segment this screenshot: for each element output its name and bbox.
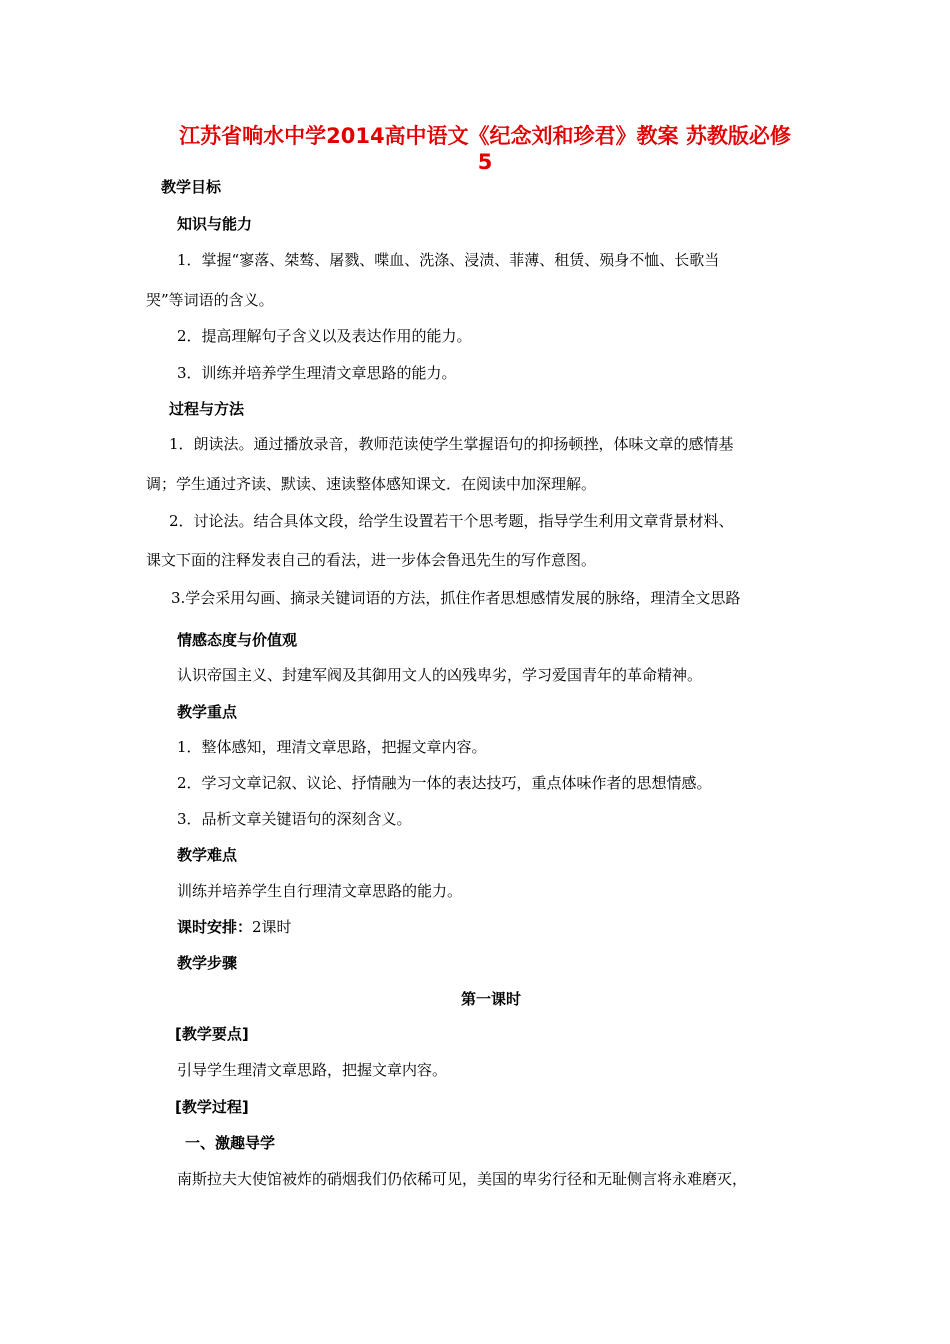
focus-item-2: 2．学习文章记叙、议论、抒情融为一体的表达技巧，重点体味作者的思想情感。 <box>177 774 712 792</box>
process-label: [教学过程] <box>175 1098 249 1116</box>
schedule-line <box>177 917 292 937</box>
knowledge-item-3: 3．训练并培养学生理清文章思路的能力。 <box>177 364 457 382</box>
process-item-1-cont: 调；学生通过齐读、默读、速读整体感知课文．在阅读中加深理解。 <box>146 475 597 493</box>
intro-text: 南斯拉夫大使馆被炸的硝烟我们仍依稀可见，美国的卑劣行径和无耻侧言将永难磨灭， <box>177 1170 748 1188</box>
key-points-text: 引导学生理清文章思路，把握文章内容。 <box>177 1061 448 1079</box>
process-item-3: 3.学会采用勾画、摘录关键词语的方法，抓住作者思想感情发展的脉络，理清全文思路 <box>171 589 741 607</box>
schedule-label: 课时安排： <box>177 918 253 936</box>
knowledge-item-1-cont: 哭”等词语的含义。 <box>146 291 274 309</box>
process-item-2-cont: 课文下面的注释发表自己的看法，进一步体会鲁迅先生的写作意图。 <box>146 551 597 569</box>
knowledge-item-2: 2．提高理解句子含义以及表达作用的能力。 <box>177 327 472 345</box>
heading-steps: 教学步骤 <box>177 954 238 972</box>
focus-item-3: 3．品析文章关键语句的深刻含义。 <box>177 810 412 828</box>
document-title: 江苏省响水中学2014高中语文《纪念刘和珍君》教案 苏教版必修 <box>179 124 791 148</box>
process-item-1: 1．朗读法。通过播放录音，教师范读使学生掌握语句的抑扬顿挫，体味文章的感情基 <box>169 435 734 453</box>
lesson-heading: 第一课时 <box>460 990 521 1008</box>
section-heading-1: 一、激趣导学 <box>185 1134 276 1152</box>
process-item-2: 2．讨论法。结合具体文段，给学生设置若干个思考题，指导学生利用文章背景材料、 <box>169 512 734 530</box>
difficulty-text: 训练并培养学生自行理清文章思路的能力。 <box>177 882 463 900</box>
heading-emotion: 情感态度与价值观 <box>177 631 298 649</box>
focus-item-1: 1．整体感知，理清文章思路，把握文章内容。 <box>177 738 487 756</box>
document-title-continued: 5 <box>477 150 493 174</box>
heading-goals: 教学目标 <box>161 178 222 196</box>
knowledge-item-1: 1．掌握“寥落、桀骜、屠戮、喋血、洗涤、浸渍、菲薄、租赁、殒身不恤、长歌当 <box>177 251 720 269</box>
key-points-label: [教学要点] <box>175 1025 249 1043</box>
heading-knowledge: 知识与能力 <box>177 215 253 233</box>
heading-process: 过程与方法 <box>169 400 245 418</box>
emotion-text: 认识帝国主义、封建军阀及其御用文人的凶残卑劣，学习爱国青年的革命精神。 <box>177 666 703 684</box>
heading-focus: 教学重点 <box>177 703 238 721</box>
heading-difficulty: 教学难点 <box>177 846 238 864</box>
schedule-value: 2课时 <box>252 918 292 936</box>
